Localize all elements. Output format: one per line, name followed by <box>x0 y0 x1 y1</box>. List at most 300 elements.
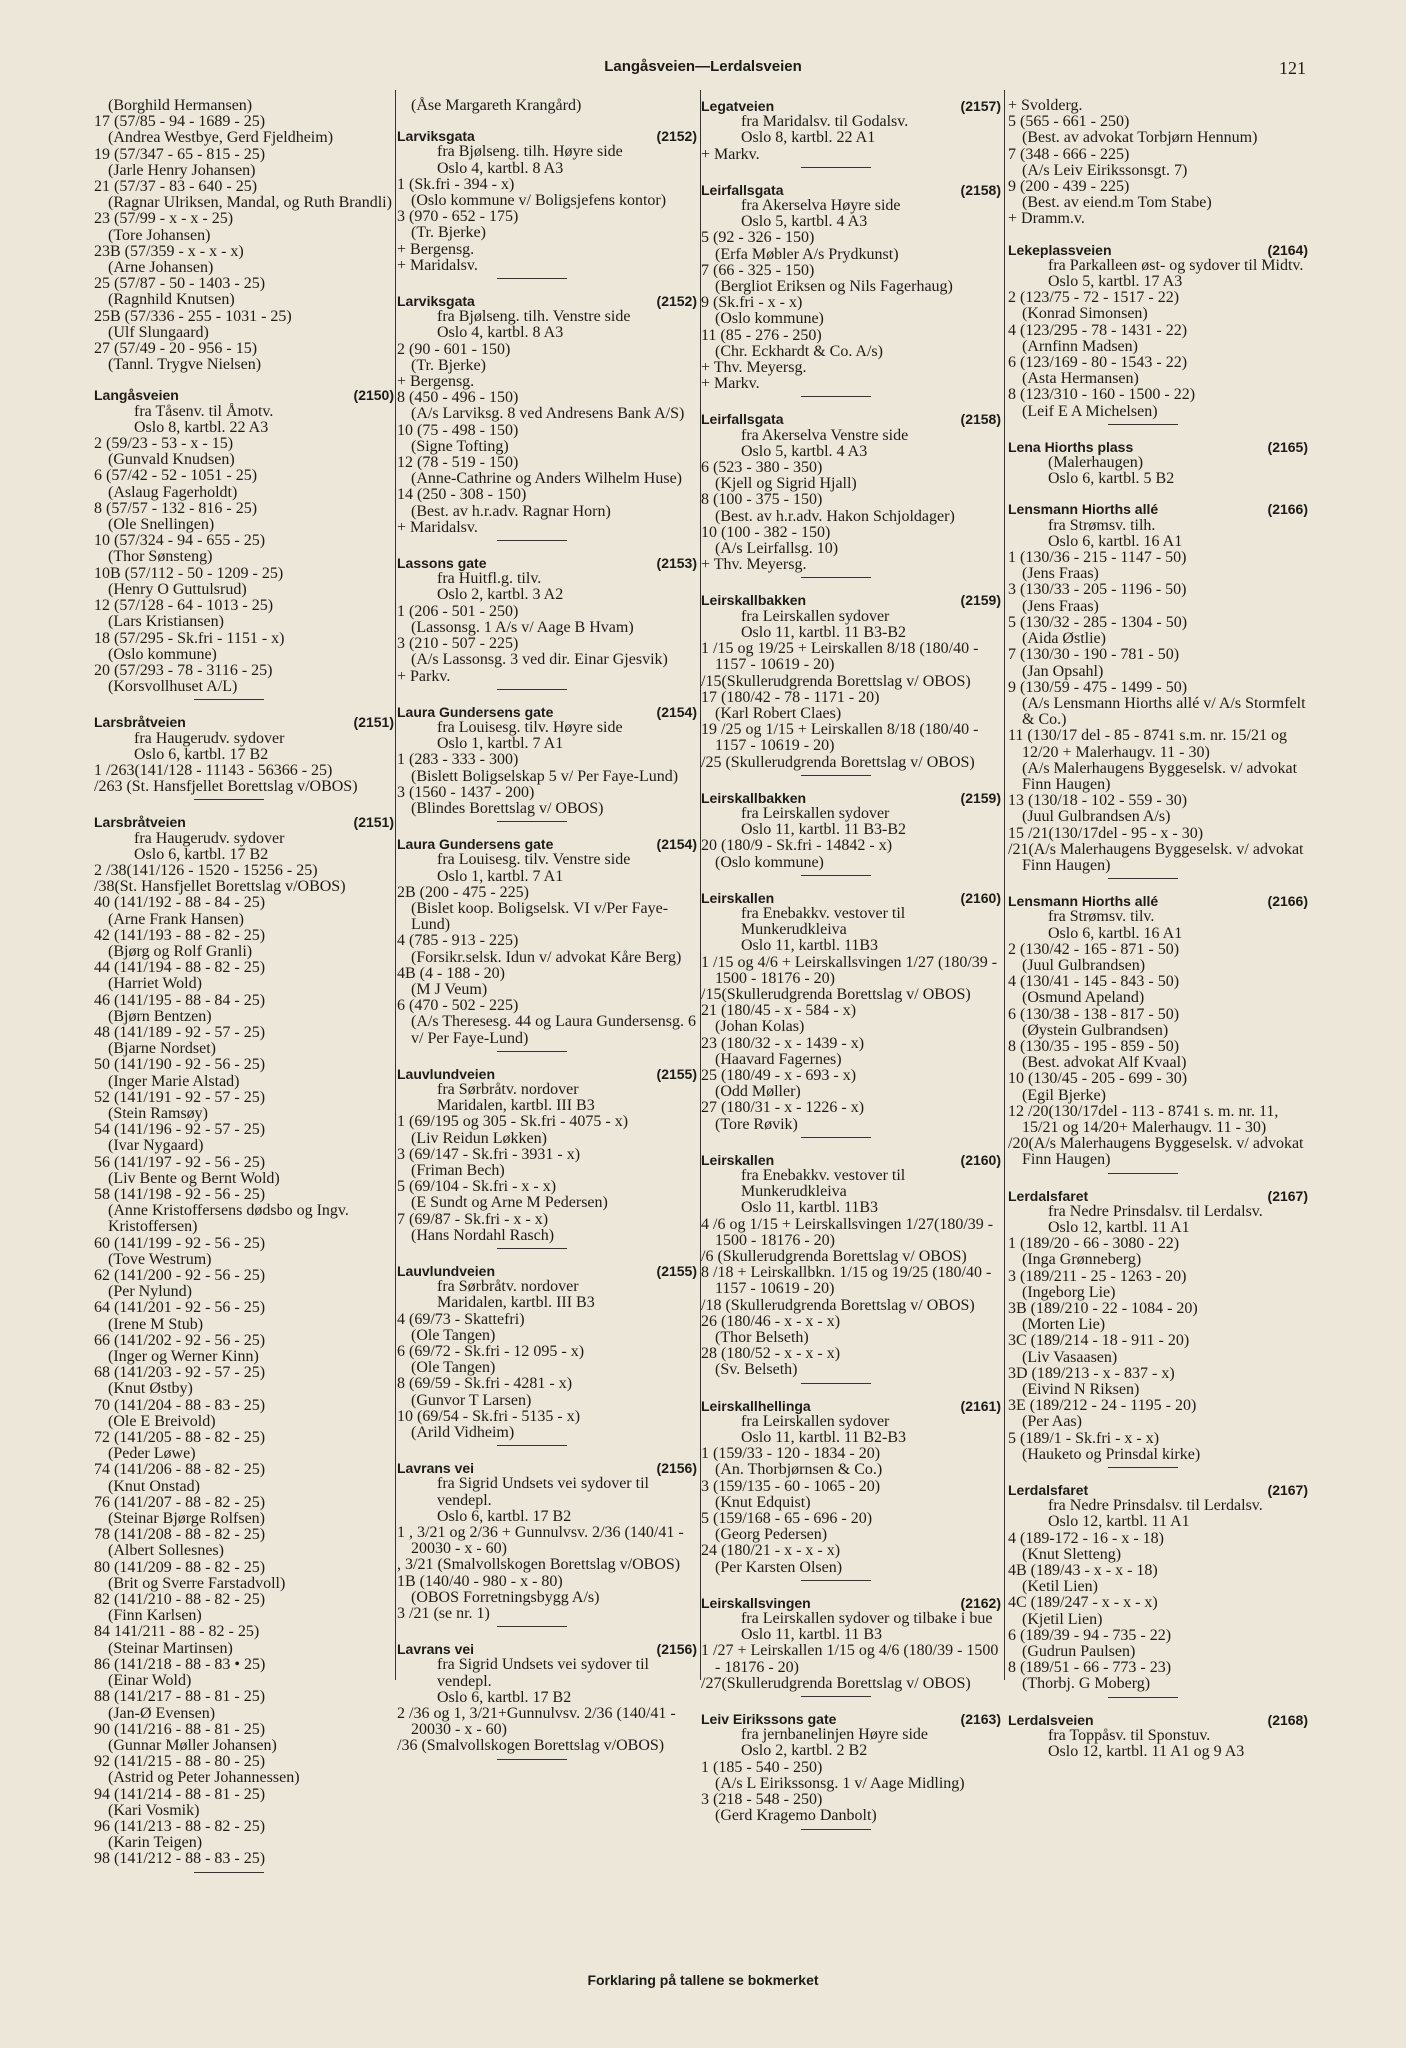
street-code: (2168) <box>1267 1711 1308 1728</box>
property-line: (Gunvor T Larsen) <box>411 1391 532 1409</box>
property-line: 1 (185 - 540 - 250) <box>701 1758 823 1776</box>
property-line: (Jan Opsahl) <box>1022 662 1104 680</box>
property-line: 8 (130/35 - 195 - 859 - 50) <box>1008 1037 1180 1055</box>
property-line: 2 /36 og 1, 3/21+Gunnulvsv. 2/36 (140/41 - 20030 - x - 60) <box>397 1705 676 1739</box>
property-line: (Juul Gulbrandsen A/s) <box>1022 808 1171 826</box>
property-line: (Gudrun Paulsen) <box>1022 1643 1136 1661</box>
street-description: fra Sørbråtv. nordover <box>437 1278 579 1296</box>
property-line: (Bjørn Bentzen) <box>108 1007 212 1025</box>
property-line: 21 (180/45 - x - 584 - x) <box>701 1002 857 1020</box>
street-code: (2160) <box>960 889 1001 906</box>
street-code: (2159) <box>960 789 1001 806</box>
property-line: 3 (218 - 548 - 250) <box>701 1791 823 1809</box>
property-line: 12 /20(130/17del - 113 - 8741 s. m. nr. 11, 15/21 og 14/20+ Malerhaugv. 11 - 30) <box>1008 1102 1279 1136</box>
property-line: 3 (69/147 - Sk.fri - 3931 - x) <box>397 1145 581 1163</box>
street-code: (2152) <box>656 293 697 310</box>
street-heading <box>1008 242 1308 258</box>
property-line: 50 (141/190 - 92 - 56 - 25) <box>94 1056 266 1074</box>
property-line: + Bergensg. <box>397 240 475 258</box>
section-rule <box>1108 1697 1178 1698</box>
street-description: fra Leirskallen sydover og tilbake i bue <box>741 1610 993 1628</box>
property-line: 2 (59/23 - 53 - x - 15) <box>94 435 234 453</box>
section-rule <box>497 1445 567 1446</box>
section-rule <box>497 821 567 822</box>
street-code: (2167) <box>1267 1187 1308 1204</box>
street-description: Oslo 12, kartbl. 11 A1 <box>1048 1219 1190 1236</box>
street-name: Lensmann Hiorths allé <box>1008 893 1159 910</box>
property-line: (Per Nylund) <box>108 1283 192 1301</box>
property-line: (Liv Vasaasen) <box>1022 1348 1118 1366</box>
property-line: (Odd Møller) <box>715 1083 801 1101</box>
street-heading <box>701 592 1001 608</box>
property-line: (A/s Theresesg. 44 og Laura Gundersensg. 6 v/ Per Faye-Lund) <box>411 1013 696 1047</box>
property-line: (Tore Røvik) <box>715 1115 798 1133</box>
property-line: (Henry O Guttulsrud) <box>108 580 247 598</box>
property-line: (Irene M Stub) <box>108 1315 204 1333</box>
street-description: Oslo 12, kartbl. 11 A1 og 9 A3 <box>1048 1743 1245 1761</box>
street-entry <box>397 555 697 690</box>
section-rule <box>497 278 567 279</box>
property-line: 10 (69/54 - Sk.fri - 5135 - x) <box>397 1407 581 1425</box>
property-line: 90 (141/216 - 88 - 81 - 25) <box>94 1720 266 1738</box>
property-line: 19 /25 og 1/15 + Leirskallen 8/18 (180/40 - 1157 - 10619 - 20) <box>701 721 979 755</box>
street-description: Oslo 5, kartbl. 4 A3 <box>741 213 868 231</box>
street-code: (2155) <box>656 1065 697 1082</box>
street-entry <box>701 1595 1001 1697</box>
street-name: Lena Hiorths plass <box>1008 438 1134 455</box>
property-line: 64 (141/201 - 92 - 56 - 25) <box>94 1299 266 1317</box>
street-heading <box>397 1066 697 1082</box>
property-line: 96 (141/213 - 88 - 82 - 25) <box>94 1817 266 1835</box>
property-line: (Inger Marie Alstad) <box>108 1072 240 1090</box>
property-line: (Peder Løwe) <box>108 1445 196 1463</box>
property-line: (Aida Østlie) <box>1022 630 1106 648</box>
street-entry <box>397 1641 697 1759</box>
property-line: (Karin Teigen) <box>108 1834 203 1852</box>
street-description: Oslo 6, kartbl. 17 B2 <box>437 1688 572 1706</box>
street-description: fra jernbanelinjen Høyre side <box>741 1726 929 1744</box>
property-line: (Arild Vidheim) <box>411 1424 515 1442</box>
property-line: 76 (141/207 - 88 - 82 - 25) <box>94 1493 266 1511</box>
property-line: /27(Skullerudgrenda Borettslag v/ OBOS) <box>701 1674 971 1692</box>
property-line: 4 /6 og 1/15 + Leirskallsvingen 1/27(180/39 - 1500 - 18176 - 20) <box>701 1215 994 1249</box>
property-line: 19 (57/347 - 65 - 815 - 25) <box>94 145 266 163</box>
property-line: (Osmund Apeland) <box>1022 989 1145 1007</box>
property-line: 27 (180/31 - x - 1226 - x) <box>701 1099 865 1117</box>
street-code: (2150) <box>353 387 394 404</box>
street-entry <box>397 836 697 1052</box>
property-line: (Juul Gulbrandsen) <box>1022 956 1146 974</box>
street-name: Lavrans vei <box>397 1460 475 1477</box>
property-line: (An. Thorbjørnsen & Co.) <box>715 1461 883 1479</box>
property-line: , 3/21 (Smalvollskogen Borettslag v/OBOS) <box>397 1556 681 1574</box>
street-entry <box>1008 439 1308 488</box>
street-name: Leirskallsvingen <box>701 1594 811 1611</box>
property-line: 6 (57/42 - 52 - 1051 - 25) <box>94 467 258 485</box>
street-code: (2158) <box>960 411 1001 428</box>
property-line: 44 (141/194 - 88 - 82 - 25) <box>94 959 266 977</box>
street-heading <box>1008 1482 1308 1498</box>
property-line: 11 (85 - 276 - 250) <box>701 326 822 344</box>
section-rule <box>194 699 264 700</box>
column-4 <box>1008 98 1308 1774</box>
property-line: (A/s Lassonsg. 3 ved dir. Einar Gjesvik) <box>411 651 668 669</box>
property-line: 20 (180/9 - Sk.fri - 14842 - x) <box>701 837 893 855</box>
property-line: 3D (189/213 - x - 837 - x) <box>1008 1364 1175 1382</box>
street-code: (2166) <box>1267 893 1308 910</box>
property-line: 62 (141/200 - 92 - 56 - 25) <box>94 1267 266 1285</box>
property-line: (Stein Ramsøy) <box>108 1104 208 1122</box>
street-description: Maridalen, kartbl. III B3 <box>437 1294 595 1312</box>
property-line: /38(St. Hansfjellet Borettslag v/OBOS) <box>94 878 346 896</box>
section-rule <box>1108 1467 1178 1468</box>
column-rule <box>395 90 396 1680</box>
property-line: 13 (130/18 - 102 - 559 - 30) <box>1008 792 1188 810</box>
property-line: 8 (69/59 - Sk.fri - 4281 - x) <box>397 1375 573 1393</box>
street-heading <box>701 1595 1001 1611</box>
property-line: 1 /263(141/128 - 11143 - 56366 - 25) <box>94 761 333 779</box>
street-name: Leirskallbakken <box>701 789 807 806</box>
property-line: (Jan-Ø Evensen) <box>108 1704 216 1722</box>
property-line: 6 (189/39 - 94 - 735 - 22) <box>1008 1626 1172 1644</box>
street-description: fra Leirskallen sydover <box>741 1412 890 1430</box>
property-line: 66 (141/202 - 92 - 56 - 25) <box>94 1331 266 1349</box>
property-line: 4 (189-172 - 16 - x - 18) <box>1008 1529 1164 1547</box>
street-code: (2167) <box>1267 1482 1308 1499</box>
section-rule <box>801 775 871 776</box>
street-description: fra Louisesg. tilv. Venstre side <box>437 851 631 869</box>
property-line: (Brit og Sverre Farstadvoll) <box>108 1574 286 1592</box>
property-line: (A/s Lensmann Hiorths allé v/ A/s Stormfelt & Co.) <box>1022 694 1306 729</box>
street-name: Leirfallsgata <box>701 411 784 428</box>
street-description: fra Louisesg. tilv. Høyre side <box>437 718 623 736</box>
property-line: + Maridalsv. <box>397 518 478 536</box>
street-description: Oslo 11, kartbl. 11 B3-B2 <box>741 623 907 641</box>
property-line: (Knut Onstad) <box>108 1477 200 1495</box>
street-heading <box>94 387 394 403</box>
property-line: 1 (189/20 - 66 - 3080 - 22) <box>1008 1235 1180 1253</box>
property-line: (Kjell og Sigrid Hjall) <box>715 475 857 493</box>
property-line: (Erfa Møbler A/s Prydkunst) <box>715 245 899 263</box>
property-line: 2B (200 - 475 - 225) <box>397 883 529 901</box>
property-line: (Lassonsg. 1 A/s v/ Aage B Hvam) <box>411 618 634 636</box>
property-line: (Albert Sollesnes) <box>108 1542 224 1560</box>
property-line: 88 (141/217 - 88 - 81 - 25) <box>94 1688 266 1706</box>
street-description: Maridalen, kartbl. III B3 <box>437 1097 595 1115</box>
street-description: Oslo 11, kartbl. 11B3 <box>741 1199 879 1217</box>
property-line: 6 (69/72 - Sk.fri - 12 095 - x) <box>397 1343 585 1361</box>
property-line: (Tove Westrum) <box>108 1250 212 1268</box>
street-name: Lerdalsveien <box>1008 1711 1094 1728</box>
property-line: 23 (57/99 - x - x - 25) <box>94 210 234 228</box>
property-line: (M J Veum) <box>411 980 488 998</box>
property-line: 5 (92 - 326 - 150) <box>701 229 815 247</box>
property-line: 3 (159/135 - 60 - 1065 - 20) <box>701 1477 881 1495</box>
property-line: 10 (130/45 - 205 - 699 - 30) <box>1008 1070 1188 1088</box>
street-entry <box>701 1398 1001 1581</box>
street-description: fra Bjølseng. tilh. Venstre side <box>437 308 631 326</box>
property-line: 4 (785 - 913 - 225) <box>397 932 519 950</box>
property-line: (Thor Sønsteng) <box>108 548 213 566</box>
street-code: (2162) <box>960 1594 1001 1611</box>
property-line: 3E (189/212 - 24 - 1195 - 20) <box>1008 1397 1197 1415</box>
street-entry <box>397 98 697 114</box>
property-line: (Liv Reidun Løkken) <box>411 1129 547 1147</box>
property-line: (Johan Kolas) <box>715 1018 805 1036</box>
property-line: 18 (57/295 - Sk.fri - 1151 - x) <box>94 629 285 647</box>
property-line: (Best. av h.r.adv. Ragnar Horn) <box>411 502 611 520</box>
property-line: 1 (206 - 501 - 250) <box>397 602 519 620</box>
property-line: (A/s Leirfallsg. 10) <box>715 540 839 558</box>
property-line: 6 (470 - 502 - 225) <box>397 997 519 1015</box>
property-line: (E Sundt og Arne M Pedersen) <box>411 1194 608 1212</box>
property-line: (Steinar Bjørge Rolfsen) <box>108 1510 266 1528</box>
street-name: Leirskallen <box>701 889 775 906</box>
section-rule <box>194 1872 264 1873</box>
section-rule <box>801 1137 871 1138</box>
property-line: + Thv. Meyersg. <box>701 556 807 574</box>
street-description: Oslo 8, kartbl. 22 A3 <box>134 418 269 436</box>
section-rule <box>194 799 264 800</box>
property-line: 4 (130/41 - 145 - 843 - 50) <box>1008 973 1180 991</box>
property-line: 1 (159/33 - 120 - 1834 - 20) <box>701 1445 881 1463</box>
property-line: 25 (57/87 - 50 - 1403 - 25) <box>94 275 266 293</box>
property-line: 1 /27 + Leirskallen 1/15 og 4/6 (180/39 - 1500 - 18176 - 20) <box>701 1642 999 1676</box>
property-line: 56 (141/197 - 92 - 56 - 25) <box>94 1153 266 1171</box>
street-heading <box>397 555 697 571</box>
property-line: (Ole Tangen) <box>411 1359 496 1377</box>
street-entry <box>701 592 1001 775</box>
property-line: 8 (100 - 375 - 150) <box>701 491 823 509</box>
section-rule <box>801 1580 871 1581</box>
property-line: 10 (57/324 - 94 - 655 - 25) <box>94 532 266 550</box>
street-entry <box>1008 1188 1308 1468</box>
street-code: (2161) <box>960 1397 1001 1414</box>
street-description: Oslo 11, kartbl. 11B3 <box>741 937 879 955</box>
street-description: fra Akerselva Høyre side <box>741 197 901 215</box>
property-line: 84 141/211 - 88 - 82 - 25) <box>94 1623 260 1641</box>
property-line: 3 (1560 - 1437 - 200) <box>397 783 535 801</box>
property-line: 10 (100 - 382 - 150) <box>701 523 831 541</box>
property-line: (Thorbj. G Moberg) <box>1022 1675 1151 1693</box>
property-line: 5 (189/1 - Sk.fri - x - x) <box>1008 1429 1160 1447</box>
property-line: (Jarle Henry Johansen) <box>108 161 256 179</box>
property-line: (Anne-Cathrine og Anders Wilhelm Huse) <box>411 470 682 488</box>
street-entry <box>701 790 1001 876</box>
street-code: (2160) <box>960 1151 1001 1168</box>
street-description: fra Strømsv. tilh. <box>1048 516 1156 534</box>
street-description: Oslo 12, kartbl. 11 A1 <box>1048 1513 1190 1531</box>
street-description: Oslo 1, kartbl. 7 A1 <box>437 735 564 753</box>
property-line: 3 (130/33 - 205 - 1196 - 50) <box>1008 581 1187 599</box>
property-line: 17 (57/85 - 94 - 1689 - 25) <box>94 113 266 131</box>
street-description: fra Sigrid Undsets vei sydover til vendepl. <box>437 1656 649 1690</box>
street-heading <box>397 836 697 852</box>
property-line: 23 (180/32 - x - 1439 - x) <box>701 1034 865 1052</box>
property-line: 3C (189/214 - 18 - 911 - 20) <box>1008 1332 1190 1350</box>
property-line: (Arne Johansen) <box>108 259 214 277</box>
street-heading <box>94 714 394 730</box>
property-line: (Ole Snellingen) <box>108 516 215 534</box>
street-entry <box>397 128 697 279</box>
street-heading <box>701 890 1001 906</box>
property-line: (Aslaug Fagerholdt) <box>108 483 238 501</box>
section-rule <box>1108 424 1178 425</box>
street-entry <box>397 1460 697 1627</box>
property-line: (Forsikr.selsk. Idun v/ advokat Kåre Berg) <box>411 948 682 966</box>
street-description: fra Nedre Prinsdalsv. til Lerdalsv. <box>1048 1497 1263 1515</box>
street-description: fra Bjølseng. tilh. Høyre side <box>437 143 623 161</box>
property-line: (Øystein Gulbrandsen) <box>1022 1021 1169 1039</box>
property-line: 7 (66 - 325 - 150) <box>701 261 815 279</box>
property-line: 1 , 3/21 og 2/36 + Gunnulvsv. 2/36 (140/41 - 20030 - x - 60) <box>397 1524 684 1558</box>
property-line: (Bjørg og Rolf Granli) <box>108 942 253 960</box>
property-line: 5 (565 - 661 - 250) <box>1008 113 1130 131</box>
street-description: fra Enebakkv. vestover til Munkerudkleiva <box>741 904 906 939</box>
property-line: /18 (Skullerudgrenda Borettslag v/ OBOS) <box>701 1296 975 1314</box>
street-heading <box>1008 501 1308 517</box>
property-line: (Knut Edquist) <box>715 1493 811 1511</box>
property-line: 74 (141/206 - 88 - 82 - 25) <box>94 1461 266 1479</box>
section-rule <box>1108 1173 1178 1174</box>
property-line: (A/s Larviksg. 8 ved Andresens Bank A/S) <box>411 405 685 423</box>
street-heading <box>397 1460 697 1476</box>
section-rule <box>497 540 567 541</box>
property-line: (Gunvald Knudsen) <box>108 451 235 469</box>
street-name: Leirskallen <box>701 1151 775 1168</box>
property-line: (Hans Nordahl Rasch) <box>411 1226 555 1244</box>
street-name: Legatveien <box>701 98 775 114</box>
street-code: (2164) <box>1267 241 1308 258</box>
street-description: Oslo 6, kartbl. 17 B2 <box>437 1507 572 1525</box>
property-line: (Borghild Hermansen) <box>108 97 253 114</box>
property-line: 5 (130/32 - 285 - 1304 - 50) <box>1008 613 1188 631</box>
property-line: (A/s Leiv Eirikssonsgt. 7) <box>1022 161 1188 179</box>
property-line: 7 (130/30 - 190 - 781 - 50) <box>1008 646 1180 664</box>
property-line: + Markv. <box>701 375 760 393</box>
street-entry <box>397 1066 697 1249</box>
column-1 <box>94 98 394 1887</box>
street-heading <box>397 704 697 720</box>
street-name: Leirskallbakken <box>701 592 807 609</box>
property-line: (Bergliot Eriksen og Nils Fagerhaug) <box>715 278 953 296</box>
property-line: 1 (69/195 og 305 - Sk.fri - 4075 - x) <box>397 1113 629 1131</box>
street-code: (2158) <box>960 181 1001 198</box>
property-line: (Oslo kommune v/ Boligsjefens kontor) <box>411 192 667 210</box>
property-line: (Oslo kommune) <box>108 645 217 663</box>
property-line: (Per Karsten Olsen) <box>715 1558 843 1576</box>
street-entry <box>397 704 697 822</box>
street-entry <box>701 1152 1001 1384</box>
property-line: (Best. av eiend.m Tom Stabe) <box>1022 194 1212 212</box>
street-description: Oslo 6, kartbl. 16 A1 <box>1048 532 1183 550</box>
section-rule <box>801 875 871 876</box>
property-line: 3 /21 (se nr. 1) <box>397 1605 490 1623</box>
property-line: 7 (69/87 - Sk.fri - x - x) <box>397 1210 549 1228</box>
street-code: (2159) <box>960 592 1001 609</box>
property-line: (Einar Wold) <box>108 1672 192 1690</box>
property-line: 3 (970 - 652 - 175) <box>397 208 519 226</box>
property-line: 9 (130/59 - 475 - 1499 - 50) <box>1008 678 1188 696</box>
property-line: (Thor Belseth) <box>715 1329 809 1347</box>
property-line: (Åse Margareth Krangård) <box>411 97 582 114</box>
property-line: (Georg Pedersen) <box>715 1526 828 1544</box>
street-description: Oslo 5, kartbl. 17 A3 <box>1048 273 1183 291</box>
street-name: Laura Gundersens gate <box>397 703 554 720</box>
section-rule <box>497 1248 567 1249</box>
property-line: (Best. av h.r.adv. Hakon Schjoldager) <box>715 507 955 525</box>
property-line: 25B (57/336 - 255 - 1031 - 25) <box>94 307 292 325</box>
property-line: (A/s Malerhaugens Byggeselsk. v/ advokat Finn Haugen) <box>1022 759 1298 793</box>
property-line: (Hauketo og Prinsdal kirke) <box>1022 1445 1201 1463</box>
property-line: (Ivar Nygaard) <box>108 1137 204 1155</box>
property-line: 94 (141/214 - 88 - 81 - 25) <box>94 1785 266 1803</box>
property-line: (Oslo kommune) <box>715 310 824 328</box>
street-heading <box>397 293 697 309</box>
street-name: Lekeplassveien <box>1008 241 1112 258</box>
street-entry <box>701 1711 1001 1829</box>
property-line: /25 (Skullerudgrenda Borettslag v/ OBOS) <box>701 753 975 771</box>
street-entry <box>1008 242 1308 425</box>
property-line: (Kjetil Lien) <box>1022 1610 1103 1628</box>
property-line: (Best. av advokat Torbjørn Hennum) <box>1022 129 1258 147</box>
street-code: (2153) <box>656 555 697 572</box>
property-line: 7 (348 - 666 - 225) <box>1008 145 1130 163</box>
property-line: (Per Aas) <box>1022 1413 1082 1431</box>
street-heading <box>1008 1188 1308 1204</box>
street-description: fra Parkalleen øst- og sydover til Midtv. <box>1048 256 1304 274</box>
property-line: (Jens Fraas) <box>1022 597 1099 615</box>
street-description: fra Haugerudv. sydover <box>134 829 285 847</box>
property-line: 6 (130/38 - 138 - 817 - 50) <box>1008 1005 1180 1023</box>
property-line: + Dramm.v. <box>1008 210 1085 228</box>
section-rule <box>801 1696 871 1697</box>
street-entry <box>94 714 394 800</box>
property-line: 4 (123/295 - 78 - 1431 - 22) <box>1008 321 1188 339</box>
street-name: Lerdalsfaret <box>1008 1482 1089 1499</box>
property-line: 54 (141/196 - 92 - 57 - 25) <box>94 1121 266 1139</box>
property-line: (Ole E Breivold) <box>108 1412 216 1430</box>
street-entry <box>701 182 1001 398</box>
property-line: 60 (141/199 - 92 - 56 - 25) <box>94 1234 266 1252</box>
property-line: 8 (123/310 - 160 - 1500 - 22) <box>1008 386 1196 404</box>
property-line: (Knut Sletteng) <box>1022 1545 1122 1563</box>
street-name: Lauvlundveien <box>397 1065 496 1082</box>
street-description: Oslo 6, kartbl. 17 B2 <box>134 745 269 763</box>
property-line: 23B (57/359 - x - x - x) <box>94 242 244 260</box>
property-line: (Anne Kristoffersens dødsbo og Ingv. Kristoffersen) <box>108 1202 349 1236</box>
property-line: 2 (123/75 - 72 - 1517 - 22) <box>1008 289 1180 307</box>
property-line: (Tr. Bjerke) <box>411 224 486 242</box>
property-line: /36 (Smalvollskogen Borettslag v/OBOS) <box>397 1737 665 1755</box>
property-line: + Thv. Meyersg. <box>701 359 807 377</box>
property-line: 42 (141/193 - 88 - 82 - 25) <box>94 926 266 944</box>
property-line: 3 (210 - 507 - 225) <box>397 635 519 653</box>
street-description: Oslo 1, kartbl. 7 A1 <box>437 867 564 885</box>
property-line: /20(A/s Malerhaugens Byggeselsk. v/ advokat Finn Haugen) <box>1008 1135 1304 1169</box>
property-line: /6 (Skullerudgrenda Borettslag v/ OBOS) <box>701 1248 967 1265</box>
page-number: 121 <box>1279 58 1306 78</box>
property-line: (Leif E A Michelsen) <box>1022 402 1158 420</box>
property-line: 14 (250 - 308 - 150) <box>397 486 527 504</box>
property-line: 5 (69/104 - Sk.fri - x - x) <box>397 1178 557 1196</box>
property-line: 2 (130/42 - 165 - 871 - 50) <box>1008 940 1180 958</box>
street-description: Oslo 2, kartbl. 3 A2 <box>437 586 564 604</box>
property-line: + Parkv. <box>397 667 451 685</box>
street-description: Oslo 4, kartbl. 8 A3 <box>437 324 564 342</box>
street-entry <box>701 98 1001 168</box>
street-entry <box>1008 1712 1308 1761</box>
